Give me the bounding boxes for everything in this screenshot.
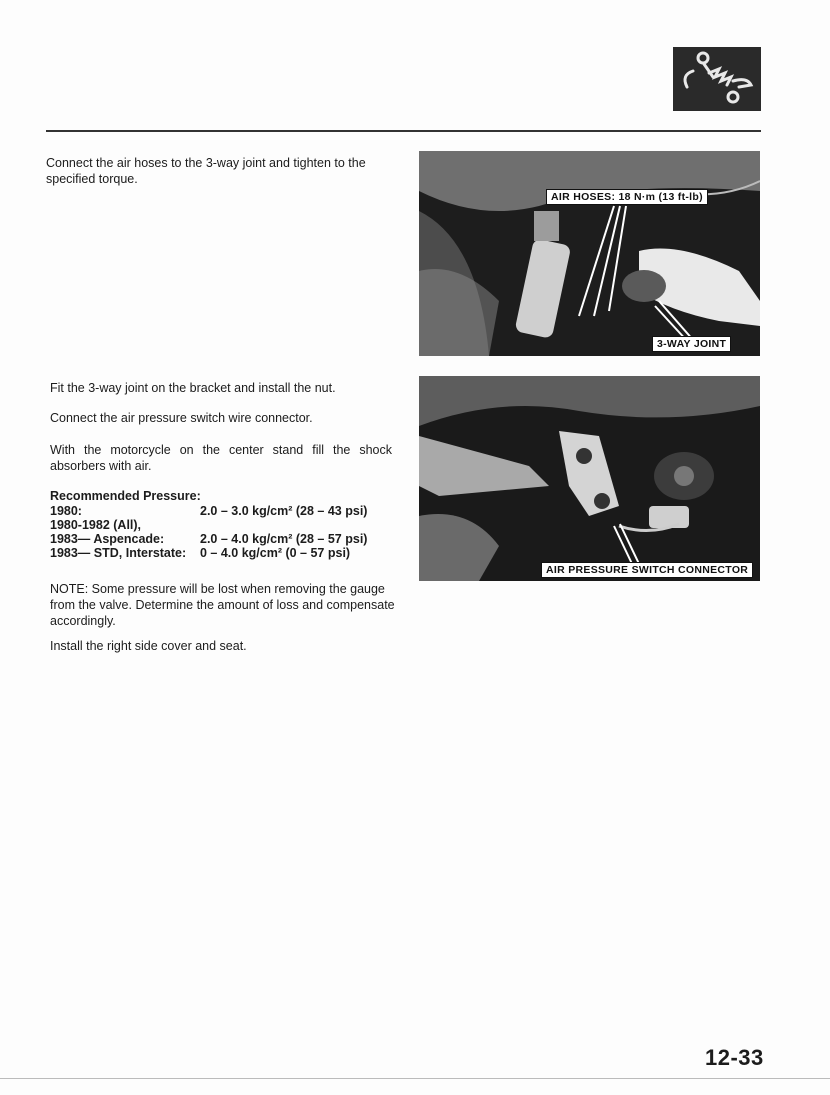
footer-divider: [0, 1078, 830, 1079]
page-number: 12-33: [705, 1045, 764, 1070]
pressure-row: [50, 504, 367, 518]
photo-air-pressure-switch: [419, 376, 760, 581]
step-connect-switch-text: Connect the air pressure switch wire connector.: [50, 411, 313, 425]
pressure-value: 2.0 – 3.0 kg/cm² (28 – 43 psi): [200, 504, 368, 518]
pressure-table: [50, 504, 367, 560]
pressure-row: [50, 518, 367, 532]
step-air-hoses-text: Connect the air hoses to the 3-way joint and tighten to the specified torque.: [46, 156, 366, 186]
pressure-label: 1983— STD, Interstate:: [50, 546, 187, 560]
pressure-heading: Recommended Pressure:: [50, 489, 201, 503]
step-install-cover-text: Install the right side cover and seat.: [50, 639, 247, 653]
callout-air-pressure-switch-connector: AIR PRESSURE SWITCH CONNECTOR: [541, 562, 753, 578]
callout-air-hoses: AIR HOSES: 18 N·m (13 ft-lb): [546, 189, 708, 205]
step-fill-air-text: With the motorcycle on the center stand fill the shock absorbers with air.: [50, 443, 392, 473]
callout-3-way-joint: 3-WAY JOINT: [652, 336, 731, 352]
photo-air-hoses-3-way-joint: [419, 151, 760, 356]
header-divider: [46, 130, 761, 132]
pressure-label: 1980:: [50, 504, 82, 518]
step-fit-joint-text: Fit the 3-way joint on the bracket and install the nut.: [50, 381, 336, 395]
pressure-label: 1983— Aspencade:: [50, 532, 165, 546]
pressure-value: [200, 518, 367, 532]
pressure-value: 2.0 – 4.0 kg/cm² (28 – 57 psi): [200, 532, 368, 546]
pressure-value: 0 – 4.0 kg/cm² (0 – 57 psi): [200, 546, 351, 560]
section-tab: [673, 47, 761, 111]
pressure-row: [50, 546, 367, 560]
pressure-label: 1980-1982 (All),: [50, 518, 142, 532]
note-text: NOTE: Some pressure will be lost when removing the gauge from the valve. Determine the amount of loss and compensate accordingly.: [50, 582, 395, 628]
rear-shock-absorber-icon: [673, 47, 761, 111]
pressure-row: [50, 532, 367, 546]
